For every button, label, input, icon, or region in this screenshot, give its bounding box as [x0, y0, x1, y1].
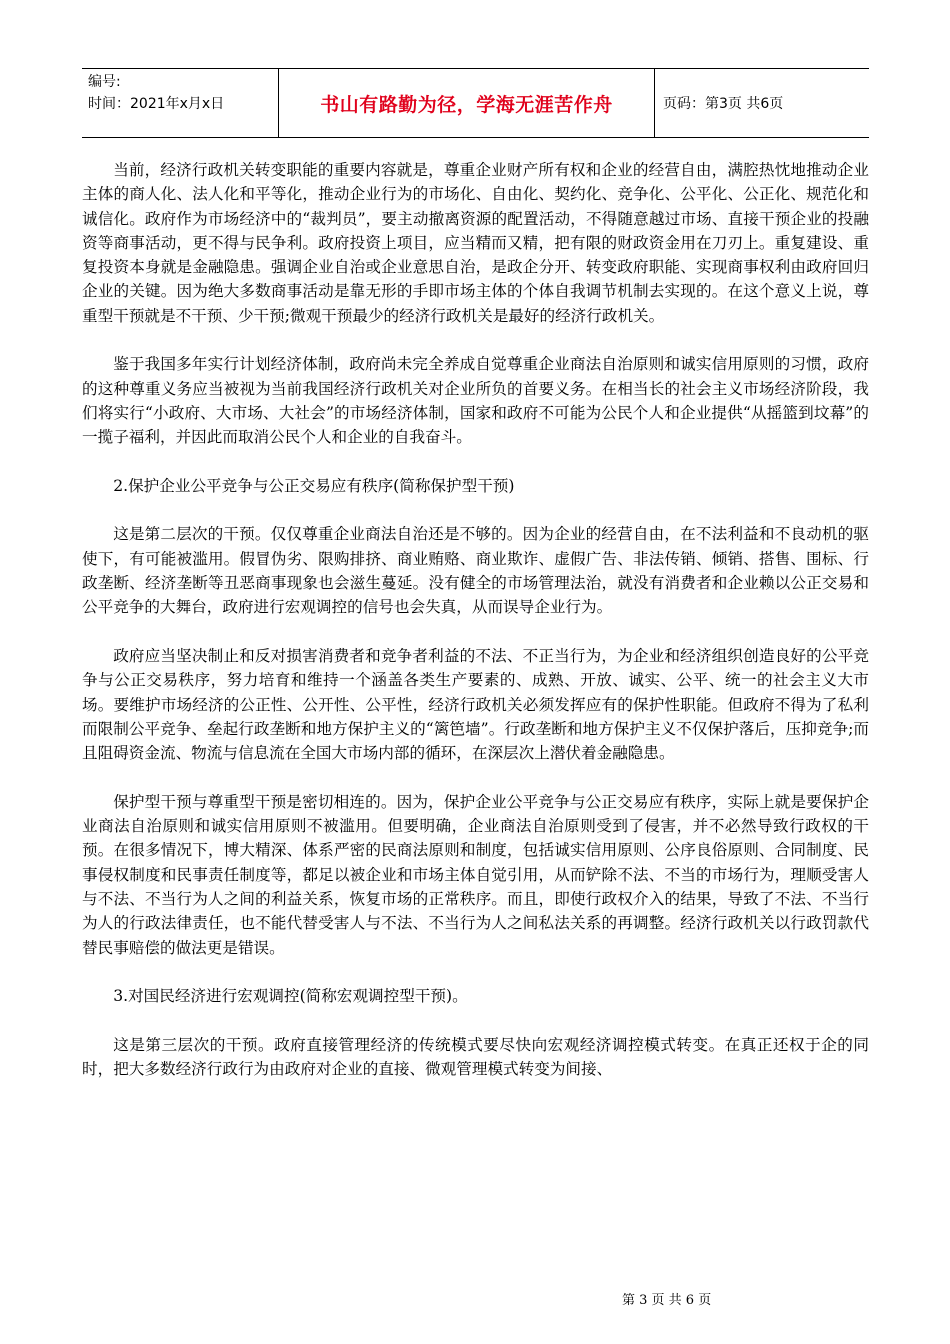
document-body [82, 158, 869, 1106]
page-footer: 第 3 页 共 6 页 [622, 1293, 712, 1308]
section-heading-2: 2.保护企业公平竞争与公正交易应有秩序(简称保护型干预) [113, 476, 515, 495]
paragraph-2: 鉴于我国多年实行计划经济体制，政府尚未完全养成自觉尊重企业商法自治原则和诚实信用原则的习惯，政府的这种尊重义务应当被视为当前我国经济行政机关对企业所负的首要义务。在相当长的社会主义市场经济阶段，我们将实行“小政府、大市场、大社会”的市场经济体制，国家和政府不可能为公民个人和企业提供“从摇篮到坟幕”的一揽子福利，并因此而取消公民个人和企业的自我奋斗。 [82, 355, 869, 447]
document-number-label: 编号: [88, 74, 121, 90]
paragraph-3: 这是第二层次的干预。仅仅尊重企业商法自治还是不够的。因为企业的经营自由，在不法利益和不良动机的驱使下，有可能被滥用。假冒伪劣、限购排挤、商业贿赂、商业欺诈、虚假广告、非法传销、倾销、搭售、围标、行政垄断、经济垄断等丑恶商事现象也会滋生蔓延。没有健全的市场管理法治，就没有消费者和企业赖以公正交易和公平竞争的大舞台，政府进行宏观调控的信号也会失真，从而误导企业行为。 [82, 525, 869, 617]
page-header [82, 68, 869, 138]
header-meta [82, 69, 279, 137]
paragraph-4: 政府应当坚决制止和反对损害消费者和竞争者利益的不法、不正当行为，为企业和经济组织创造良好的公平竞争与公正交易秩序，努力培育和维持一个涵盖各类生产要素的、成熟、开放、诚实、公平、统一的社会主义大市场。要维护市场经济的公正性、公开性、公平性，经济行政机关必须发挥应有的保护性职能。但政府不得为了私利而限制公平竞争、垒起行政垄断和地方保护主义的“篱笆墙”。行政垄断和地方保护主义不仅保护落后，压抑竞争;而且阻碍资金流、物流与信息流在全国大市场内部的循环，在深层次上潜伏着金融隐患。 [82, 646, 869, 763]
header-motto: 书山有路勤为径，学海无涯苦作舟 [279, 69, 655, 137]
document-date: 时间：2021年x月x日 [88, 96, 225, 112]
paragraph-5: 保护型干预与尊重型干预是密切相连的。因为，保护企业公平竞争与公正交易应有秩序，实际上就是要保护企业商法自治原则和诚实信用原则不被滥用。但要明确，企业商法自治原则受到了侵害，并不必然导致行政权的干预。在很多情况下，博大精深、体系严密的民商法原则和制度，包括诚实信用原则、公序良俗原则、合同制度、民事侵权制度和民事责任制度等，都足以被企业和市场主体自觉引用，从而铲除不法、不当的市场行为，理顺受害人与不法、不当行为人之间的利益关系，恢复市场的正常秩序。而且，即使行政权介入的结果，导致了不法、不当行为人的行政法律责任，也不能代替受害人与不法、不当行为人之间私法关系的再调整。经济行政机关以行政罚款代替民事赔偿的做法更是错误。 [82, 792, 869, 957]
header-page-info: 页码：第3页 共6页 [663, 96, 784, 112]
paragraph-1: 当前，经济行政机关转变职能的重要内容就是，尊重企业财产所有权和企业的经营自由，满腔热忱地推动企业主体的商人化、法人化和平等化，推动企业行为的市场化、自由化、契约化、竞争化、公平化、公正化、规范化和诚信化。政府作为市场经济中的“裁判员”，要主动撤离资源的配置活动，不得随意越过市场、直接干预企业的投融资等商事活动，更不得与民争利。政府投资上项目，应当精而又精，把有限的财政资金用在刀刃上。重复建设、重复投资本身就是金融隐患。强调企业自治或企业意思自治，是政企分开、转变政府职能、实现商事权利由政府回归企业的关键。因为绝大多数商事活动是靠无形的手即市场主体的个体自我调节机制去实现的。在这个意义上说，尊重型干预就是不干预、少干预;微观干预最少的经济行政机关是最好的经济行政机关。 [82, 161, 869, 325]
paragraph-6: 这是第三层次的干预。政府直接管理经济的传统模式要尽快向宏观经济调控模式转变。在真正还权于企的同时，把大多数经济行政行为由政府对企业的直接、微观管理模式转变为间接、 [82, 1035, 869, 1078]
section-heading-3: 3.对国民经济进行宏观调控(简称宏观调控型干预)。 [113, 987, 468, 1006]
